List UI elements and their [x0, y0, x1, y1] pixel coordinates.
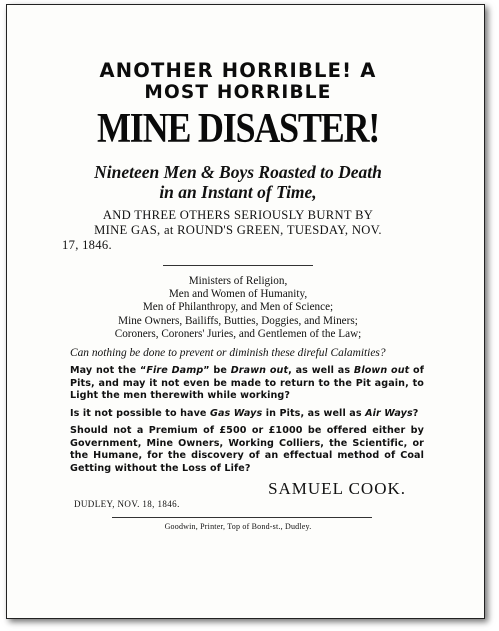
question-calamities: Can nothing be done to prevent or diminish these direful Calamities?: [70, 347, 386, 360]
headline-main: MINE DISASTER!: [97, 106, 379, 152]
question-premium: Should not a Premium of £500 or £1000 be offered either by Government, Mine Owners, Working Colliers, the Scientific, or the Humane, for the discovery of an effectual method of Coal Getting without the Loss of Life?: [70, 425, 424, 474]
address-line: Coroners, Coroners' Juries, and Gentlemen of the Law;: [114, 327, 362, 340]
details-line-1: AND THREE OTHERS SERIOUSLY BURNT BY: [102, 208, 374, 222]
signature: SAMUEL COOK.: [268, 479, 406, 499]
printer-imprint: Goodwin, Printer, Top of Bond-st., Dudley.: [164, 522, 312, 532]
address-line: Mine Owners, Bailiffs, Butties, Doggies, and Miners;: [118, 314, 358, 327]
question-fire-damp: May not the “Fire Damp” be Drawn out, as well as Blown out of Pits, and may it not even be made to return to the Pit again, to Light the men therewith while working?: [70, 365, 425, 402]
headline-line-1: ANOTHER HORRIBLE! A: [99, 59, 377, 82]
divider-rule: [163, 265, 313, 266]
address-line: Men of Philanthropy, and Men of Science;: [142, 301, 334, 314]
poster: [52, 60, 424, 531]
address-block: [52, 275, 424, 341]
details-line-2: MINE GAS, at ROUND'S GREEN, TUESDAY, NOV.: [94, 223, 382, 237]
address-line: Ministers of Religion,: [188, 275, 288, 287]
subheadline: [52, 162, 424, 202]
dateline: DUDLEY, NOV. 18, 1846.: [74, 499, 180, 510]
details-line-3: 17, 1846.: [62, 238, 112, 252]
subheadline-details: [52, 208, 424, 253]
question-gas-ways: Is it not possible to have Gas Ways in Pits, as well as Air Ways?: [70, 407, 419, 419]
printer-rule: [112, 517, 372, 518]
headline-line-2: MOST HORRIBLE: [144, 82, 332, 103]
address-line: Men and Women of Humanity,: [168, 288, 308, 301]
subheadline-line-1: Nineteen Men & Boys Roasted to Death: [94, 162, 382, 182]
subheadline-line-2: in an Instant of Time,: [159, 182, 317, 202]
